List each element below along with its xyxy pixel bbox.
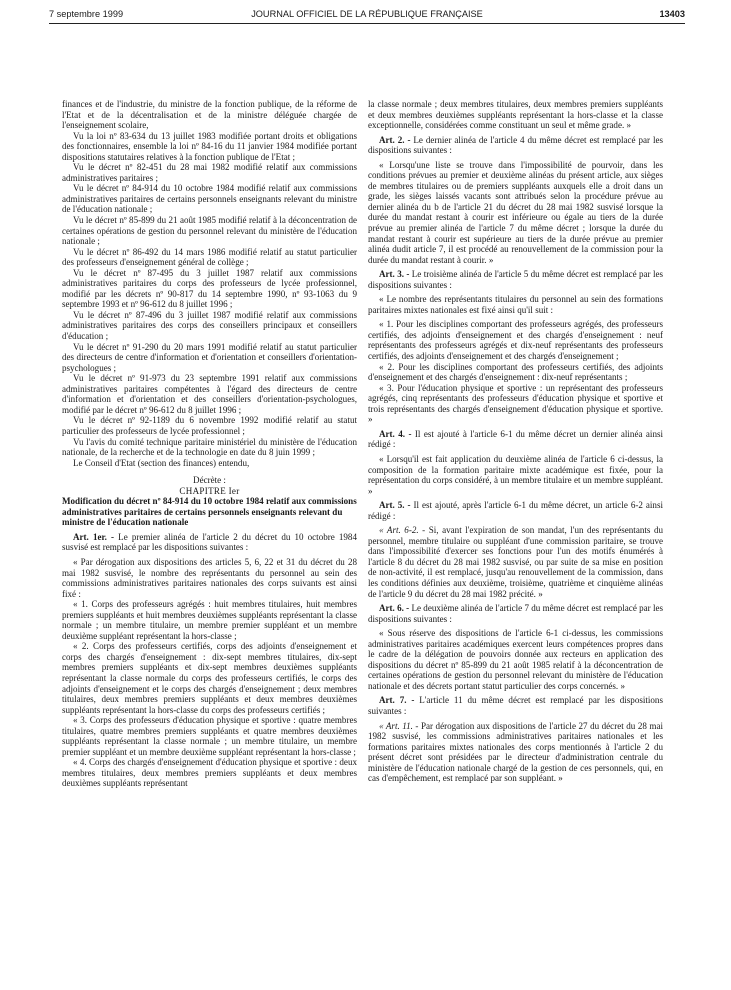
quote-paragraph: « Sous réserve des dispositions de l'article 6-1 ci-dessus, les commissions administratives paritaires académiques exercent leurs compétences propres dans le cadre de la délégation de pouvoirs donnée aux recteurs en application des dispositions du décret nº 85-899 du 21 août 1985 relatif à la déconcentration de certaines opérations de gestion du personnel relevant du ministère de l'éducation nationale et des décrets portant statut particulier des corps concernés. » [368, 628, 663, 691]
quote-paragraph: « 2. Corps des professeurs certifiés, corps des adjoints d'enseignement et corps des chargés d'enseignement : dix-sept membres titulaires, dix-sept membres premiers suppléants et dix-sept membres deuxièmes suppléants représentant la classe normale du corps des professeurs certifiés, le corps des adjoints d'enseignement et le corps des chargés d'enseignement ; deux membres titulaires, deux membres premiers suppléants et deux membres deuxièmes suppléants représentant la hors-classe du corps des professeurs certifiés ; [62, 641, 357, 715]
visa-paragraph: Vu la loi nº 83-634 du 13 juillet 1983 modifiée portant droits et obligations des fonctionnaires, ensemble la loi nº 84-16 du 11 janvier 1984 modifiée portant dispositions statutaires relatives à la fonction publique de l'Etat ; [62, 130, 357, 162]
visa-paragraph: Vu le décret nº 91-973 du 23 septembre 1991 relatif aux commissions administratives paritaires compétentes à l'égard des directeurs de centre d'information et d'orientation et des conseillers d'orientation-psychologues, modifié par le décret nº 96-612 du 8 juillet 1996 ; [62, 373, 357, 415]
article-paragraph [368, 695, 663, 716]
visa-paragraph: Le Conseil d'Etat (section des finances) entendu, [73, 457, 250, 468]
quote-paragraph: « Lorsqu'une liste se trouve dans l'impossibilité de pourvoir, dans les conditions prévues au premier et deuxième alinéas du présent article, aux sièges de membres titulaires ou de premiers suppléants auxquels elle a droit dans un grade, les sièges laissés vacants sont attribués selon la procédure prévue au dernier alinéa du b de l'article 21 du décret du 28 mai 1982 susvisé lorsque la durée du mandat restant à courir est inférieure ou égale au tiers de la durée prévue au premier alinéa de l'article 7 du même décret ; lorsque la durée du mandat restant à courir est supérieure au tiers de la durée prévue au premier alinéa dudit article 7, il est procédé au renouvellement de la commission pour la durée du mandat restant à courir. » [368, 159, 663, 265]
article-paragraph [368, 429, 663, 450]
visa-paragraph: Vu le décret nº 82-451 du 28 mai 1982 modifié relatif aux commissions administratives paritaires ; [62, 162, 357, 183]
article-text: Il est ajouté à l'article 6-1 du même décret un dernier alinéa ainsi rédigé : [368, 428, 663, 450]
article-text: Il est ajouté, après l'article 6-1 du même décret, un article 6-2 ainsi rédigé : [368, 500, 663, 521]
article-text: L'article 11 du même décret est remplacé par les dispositions suivantes : [368, 695, 663, 716]
quote-paragraph: « 1. Pour les disciplines comportant des professeurs agrégés, des professeurs certifiés, des adjoints d'enseignement et des chargés d'enseignement : neuf représentants des professeurs agrégés et dix-neuf représentants des professeurs certifiés, des adjoints d'enseignement et des chargés d'enseignement ; [368, 319, 663, 362]
visa-paragraph: Vu le décret nº 91-290 du 20 mars 1991 modifié relatif au statut particulier des directeurs de centre d'information et d'orientation et conseillers d'orientation-psychologues ; [62, 341, 357, 373]
visa-paragraph: Vu le décret nº 85-899 du 21 août 1985 modifié relatif à la déconcentration de certaines opérations de gestion du personnel relevant du ministère de l'éducation nationale ; [62, 215, 357, 247]
article-text: Le troisième alinéa de l'article 5 du même décret est remplacé par les dispositions suivantes : [368, 269, 663, 290]
quote-paragraph: « 4. Corps des chargés d'enseignement d'éducation physique et sportive : deux membres titulaires, deux membres premiers suppléants et deux membres deuxièmes suppléants représentant [62, 757, 357, 789]
section-heading: Modification du décret nº 84-914 du 10 octobre 1984 relatif aux commissions administratives paritaires de certains personnels enseignants relevant du ministre de l'éducation nationale [62, 496, 357, 528]
right-column [368, 99, 663, 784]
quoted-article-label: « Art. 11. [379, 720, 413, 731]
paragraph: la classe normale ; deux membres titulaires, deux membres premiers suppléants et deux membres deuxièmes suppléants représentant la hors-classe et la classe exceptionnelle, considérées comme constituant un seul et même grade. » [368, 99, 663, 131]
quote-paragraph [368, 721, 663, 784]
header-date: 7 septembre 1999 [49, 9, 124, 19]
quote-paragraph: « Par dérogation aux dispositions des articles 5, 6, 22 et 31 du décret du 28 mai 1982 susvisé, le nombre des représentants du personnel au sein des commissions administratives paritaires nationales des corps suivants est ainsi fixé : [62, 556, 357, 599]
journal-title: JOURNAL OFFICIEL DE LA RÉPUBLIQUE FRANÇAISE [251, 9, 483, 19]
quote-paragraph: « Le nombre des représentants titulaires du personnel au sein des formations paritaires mixtes nationales est fixé ainsi qu'il suit : [368, 294, 663, 315]
header-rule [49, 23, 685, 24]
article-paragraph [368, 500, 663, 521]
visa-paragraph: Vu le décret nº 92-1189 du 6 novembre 1992 modifié relatif au statut particulier des professeurs de lycée professionnel ; [62, 415, 357, 436]
quote-paragraph: « 3. Pour l'éducation physique et sportive : un représentant des professeurs agrégés, cinq représentants des professeurs d'éducation physique et sportive et trois représentants des chargés d'enseignement d'éducation physique et sportive. » [368, 382, 663, 425]
quote-paragraph: « 1. Corps des professeurs agrégés : huit membres titulaires, huit membres premiers suppléants et huit membres deuxièmes suppléants représentant la classe normale ; un membre titulaire, un membre premier suppléant et un membre deuxième suppléant représentant la hors-classe ; [62, 599, 357, 641]
article-label: Art. 6. - [379, 603, 410, 614]
visa-paragraph: Vu l'avis du comité technique paritaire ministériel du ministère de l'éducation nationale, de la recherche et de la technologie en date du 8 juin 1999 ; [62, 436, 357, 458]
article-label: Art. 3. - [379, 269, 410, 280]
visa-paragraph: Vu le décret nº 87-496 du 3 juillet 1987 modifié relatif aux commissions administratives paritaires des corps des conseillers principaux et conseillers d'éducation ; [62, 309, 357, 342]
page-header [49, 8, 685, 24]
quote-paragraph [368, 525, 663, 599]
quote-paragraph: « Lorsqu'il est fait application du deuxième alinéa de l'article 6 ci-dessus, la composition de la formation paritaire mixte académique est fixée, pour la représentation du corps considéré, à un membre titulaire et un membre suppléant. » [368, 453, 663, 496]
paragraph: finances et de l'industrie, du ministre de la fonction publique, de la réforme de l'Etat et de la décentralisation et de la ministre déléguée chargée de l'enseignement scolaire, [62, 99, 357, 131]
quote-paragraph: « 3. Corps des professeurs d'éducation physique et sportive : quatre membres titulaires, quatre membres premiers suppléants et quatre membres deuxièmes suppléants représentant la classe normale ; un membre titulaire, un membre premier suppléant et un membre deuxième suppléant représentant la hors-classe ; [62, 715, 357, 757]
quote-text: - Si, avant l'expiration de son mandat, l'un des représentants du personnel, membre titulaire ou suppléant d'une commission paritaire, se trouve dans l'impossibilité d'exercer ses fonctions pour l'un des motifs énumérés à l'article 8 du décret du 28 mai 1982 susvisé, ou par suite de sa mise en position de non-activité, il est remplacé, jusqu'au renouvellement de la commission, dans les conditions définies aux deuxième, troisième, quatrième et cinquième alinéas de l'article 9 du décret du 28 mai 1982 précité. » [368, 525, 663, 599]
article-label: Art. 1er. - [73, 531, 115, 542]
article-paragraph [368, 269, 663, 290]
quote-text: - Par dérogation aux dispositions de l'article 27 du décret du 28 mai 1982 susvisé, les commissions administratives paritaires nationales et les formations paritaires mixtes nationales des corps mentionnés à l'article 2 du présent décret sont présidées par le directeur d'administration centrale du ministère de l'éducation nationale chargé de la gestion de ces personnels, qui, en cas d'empêchement, est remplacé par son suppléant. » [368, 720, 664, 784]
quote-paragraph: « 2. Pour les disciplines comportant des professeurs certifiés, des adjoints d'enseignement et des chargés d'enseignement : dix-neuf représentants ; [368, 361, 663, 383]
article-label: Art. 7. - [379, 695, 415, 706]
quoted-article-label: « Art. 6-2. [379, 525, 419, 536]
article-paragraph [62, 532, 357, 553]
article-paragraph [368, 135, 663, 156]
visa-paragraph: Vu le décret nº 84-914 du 10 octobre 1984 modifié relatif aux commissions administratives paritaires de certains personnels enseignants relevant du ministre de l'éducation nationale ; [62, 183, 357, 215]
visa-paragraph: Vu le décret nº 86-492 du 14 mars 1986 modifié relatif au statut particulier des professeurs d'enseignement général de collège ; [62, 246, 357, 268]
chapter-title: CHAPITRE Ier [179, 485, 240, 496]
article-label: Art. 5. - [379, 500, 411, 511]
article-text: Le deuxième alinéa de l'article 7 du même décret est remplacé par les dispositions suivantes : [368, 603, 663, 624]
article-label: Art. 2. - [379, 134, 411, 145]
article-label: Art. 4. - [379, 428, 412, 439]
decrete-line: Décrète : [193, 475, 226, 486]
article-text: Le dernier alinéa de l'article 4 du même décret est remplacé par les dispositions suivantes : [368, 134, 663, 156]
article-text: Le premier alinéa de l'article 2 du décret du 10 octobre 1984 susvisé est remplacé par les dispositions suivantes : [62, 531, 357, 553]
left-column [62, 99, 357, 789]
visa-paragraph: Vu le décret nº 87-495 du 3 juillet 1987 relatif aux commissions administratives paritaires du corps des professeurs de lycée professionnel, modifié par les décrets nº 90-817 du 14 septembre 1990, nº 93-1063 du 9 septembre 1993 et nº 96-612 du 8 juillet 1996 ; [62, 267, 357, 310]
page-number: 13403 [659, 9, 685, 19]
article-paragraph [368, 603, 663, 624]
